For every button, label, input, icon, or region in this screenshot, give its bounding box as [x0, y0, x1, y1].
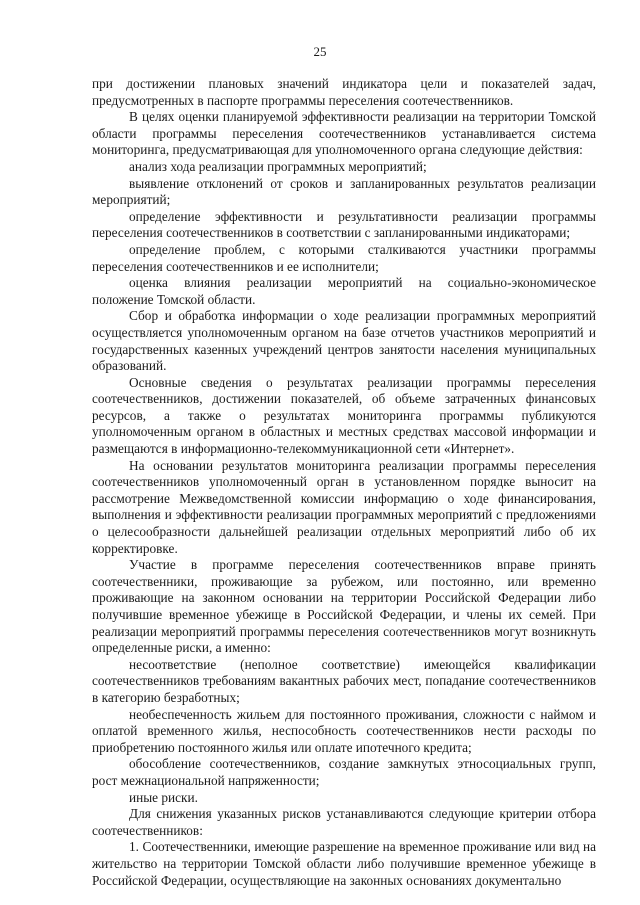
paragraph: анализ хода реализации программных мероприятий; [129, 158, 427, 174]
paragraph: обособление соотечественников, создание замкнутых этносоциальных групп, рост межнациональной напряженности; [92, 756, 596, 788]
paragraph: несоответствие (неполное соответствие) имеющейся квалификации соотечественников требованиям вакантных рабочих мест, попадание соотечественников в категорию безработных; [92, 656, 596, 705]
document-body [92, 76, 596, 889]
paragraph: Участие в программе переселения соотечественников вправе принять соотечественники, проживающие за рубежом, или постоянно, или временно проживающие на законном основании на территории Российской Федерации либо получившие временное убежище в Российской Федерации, и члены их семей. При реализации мероприятий программы переселения соотечественников могут возникнуть определенные риски, а именно: [92, 557, 596, 656]
page-number: 25 [313, 44, 327, 59]
paragraph: выявление отклонений от сроков и запланированных результатов реализации мероприятий; [92, 175, 596, 208]
paragraph: определение эффективности и результативности реализации программы переселения соотечественников в соответствии с запланированными индикаторами; [92, 208, 596, 241]
paragraph: Сбор и обработка информации о ходе реализации программных мероприятий осуществляется уполномоченным органом на базе отчетов участников мероприятий и государственных казенных учреждений центров занятости населения муниципальных образований. [92, 308, 596, 374]
paragraph: 1. Соотечественники, имеющие разрешение на временное проживание или вид на жительство на территории Томской области либо получившие временное убежище в Российской Федерации, осуществляющие на законных основаниях документально [92, 839, 596, 888]
paragraph: при достижении плановых значений индикатора цели и показателей задач, предусмотренных в паспорте программы переселения соотечественников. [92, 76, 596, 108]
paragraph: Для снижения указанных рисков устанавливаются следующие критерии отбора соотечественников: [92, 806, 596, 838]
paragraph: определение проблем, с которыми сталкиваются участники программы переселения соотечественников и ее исполнители; [92, 241, 596, 274]
paragraph: необеспеченность жильем для постоянного проживания, сложности с наймом и оплатой временного жилья, неспособность соотечественников нести расходы по приобретению постоянного жилья или оплате ипотечного кредита; [92, 706, 596, 755]
paragraph: оценка влияния реализации мероприятий на социально-экономическое положение Томской области. [92, 275, 596, 307]
paragraph: иные риски. [129, 789, 198, 805]
paragraph: Основные сведения о результатах реализации программы переселения соотечественников, достижении показателей, об объеме затраченных финансовых ресурсов, а также о результатах мониторинга программы публикуются уполномоченным органом в областных и местных средствах массовой информации и размещаются в информационно-телекоммуникационной сети «Интернет». [92, 374, 596, 457]
paragraph: На основании результатов мониторинга реализации программы переселения соотечественников уполномоченный орган в установленном порядке выносит на рассмотрение Межведомственной комиссии информацию о ходе финансирования, выполнения и эффективности реализации программных мероприятий с предложениями о целесообразности дальнейшей реализации отдельных мероприятий либо об их корректировке. [92, 457, 596, 556]
paragraph: В целях оценки планируемой эффективности реализации на территории Томской области программы переселения соотечественников устанавливается система мониторинга, предусматривающая для уполномоченного органа следующие действия: [92, 109, 596, 158]
